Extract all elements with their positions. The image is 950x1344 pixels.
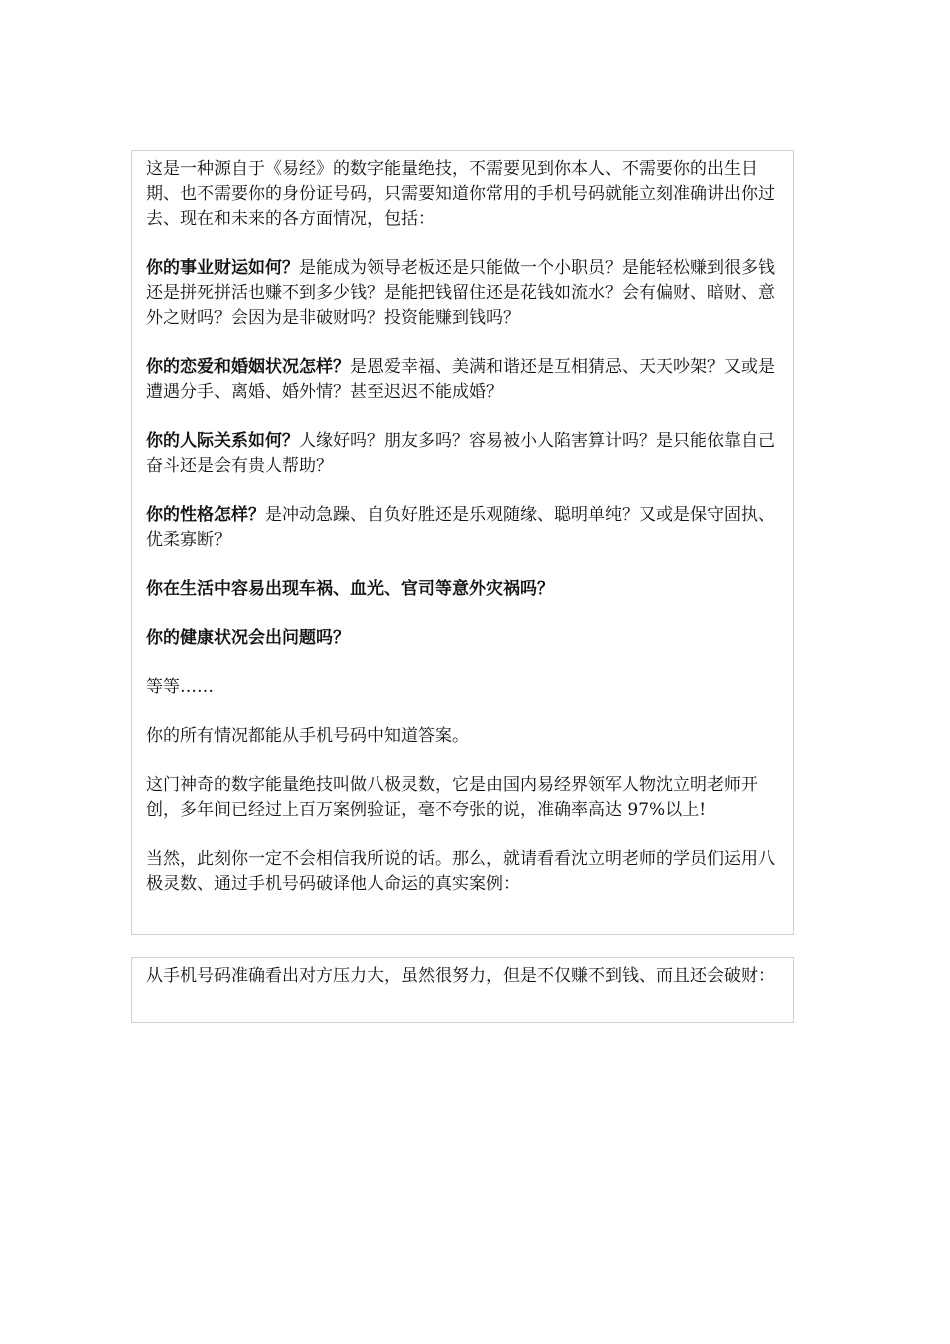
career-wealth-text: 是能成为领导老板还是只能做一个小职员？是能轻松赚到很多钱还是拼死拼活也赚不到多少钱？是能把钱留住还是花钱如流水？会有偏财、暗财、意外之财吗？会因为是非破财吗？投资能赚到钱吗？ — [146, 258, 775, 328]
career-wealth-paragraph — [146, 256, 781, 331]
career-wealth-question: 你的事业财运如何？ — [146, 258, 299, 278]
case-content-box — [131, 957, 794, 1023]
intro-content-box — [131, 150, 794, 935]
accident-question: 你在生活中容易出现车祸、血光、官司等意外灾祸吗？ — [146, 579, 554, 599]
personality-text: 是冲动急躁、自负好胜还是乐观随缘、聪明单纯？又或是保守固执、优柔寡断？ — [146, 505, 775, 550]
relationships-question: 你的人际关系如何？ — [146, 431, 299, 451]
personality-question: 你的性格怎样？ — [146, 505, 265, 525]
love-marriage-question: 你的恋爱和婚姻状况怎样？ — [146, 357, 350, 377]
personality-paragraph — [146, 503, 781, 553]
love-marriage-paragraph — [146, 355, 781, 405]
relationships-paragraph — [146, 429, 781, 479]
case-paragraph: 从手机号码准确看出对方压力大，虽然很努力，但是不仅赚不到钱、而且还会破财： — [146, 966, 775, 986]
love-marriage-text: 是恩爱幸福、美满和谐还是互相猜忌、天天吵架？又或是遭遇分手、离婚、婚外情？甚至迟迟不能成婚？ — [146, 357, 775, 402]
health-question: 你的健康状况会出问题吗？ — [146, 628, 350, 648]
intro-paragraph: 这是一种源自于《易经》的数字能量绝技，不需要见到你本人、不需要你的出生日期、也不需要你的身份证号码，只需要知道你常用的手机号码就能立刻准确讲出你过去、现在和未来的各方面情况，包括： — [146, 159, 775, 229]
relationships-text: 人缘好吗？朋友多吗？容易被小人陷害算计吗？是只能依靠自己奋斗还是会有贵人帮助？ — [146, 431, 775, 476]
technique-paragraph: 这门神奇的数字能量绝技叫做八极灵数，它是由国内易经界领军人物沈立明老师开创，多年间已经过上百万案例验证，毫不夸张的说，准确率高达 97%以上! — [146, 775, 758, 820]
closing-paragraph: 当然，此刻你一定不会相信我所说的话。那么，就请看看沈立明老师的学员们运用八极灵数、通过手机号码破译他人命运的真实案例： — [146, 849, 775, 894]
etc-text: 等等…… — [146, 677, 214, 697]
all-answers-text: 你的所有情况都能从手机号码中知道答案。 — [146, 726, 469, 746]
